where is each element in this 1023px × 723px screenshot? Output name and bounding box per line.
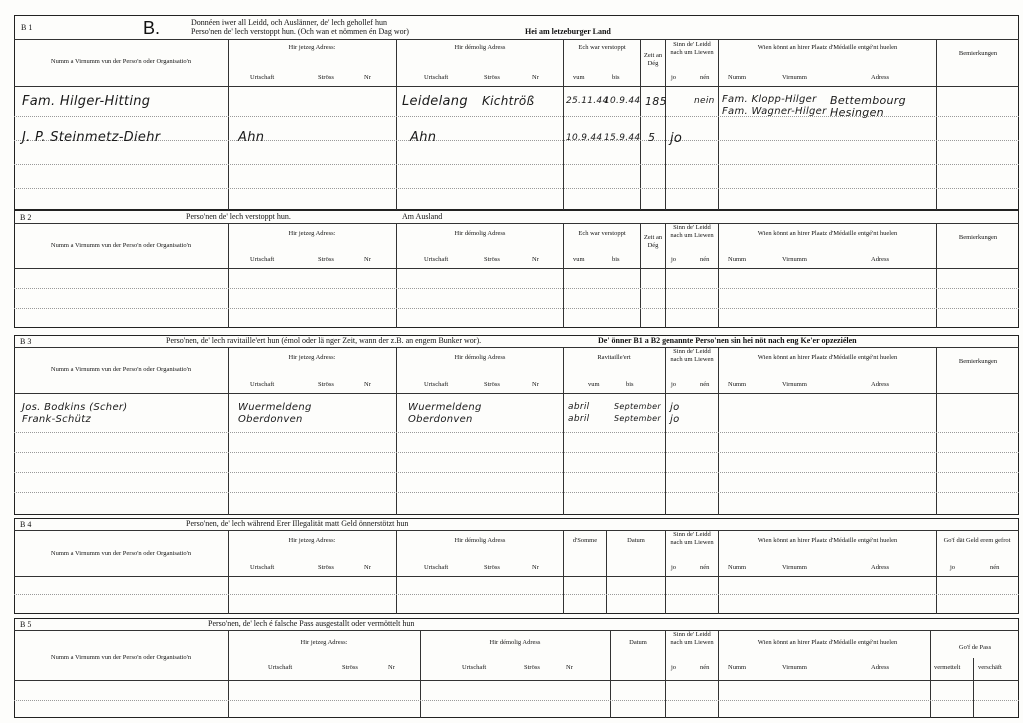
b1-row2-name: J. P. Steinmetz-Diehr xyxy=(22,130,161,145)
section-title-extra: Am Ausland xyxy=(402,212,443,221)
sub-waddr: Adress xyxy=(871,256,890,263)
b3-row1-to2: September xyxy=(614,414,661,423)
col-pass: Go'f de Pass xyxy=(958,644,992,651)
col-witness: Wien könnt an hirer Plaatz d'Médaille entgé'nt huelen xyxy=(757,537,898,544)
section-title: Perso'nen, de' lech ravitaille'ert hun (émol oder lä nger Zeit, wann der z.B. an engem Bunker wor). xyxy=(166,336,482,345)
sub-former-street: Ströss xyxy=(484,381,500,388)
b3-row1-city: Wuermeldeng xyxy=(238,402,312,413)
col-suffered: Sinn de' Leidd nach um Liewen xyxy=(670,348,714,363)
col-witness: Wien könnt an hirer Plaatz d'Médaille entgé'nt huelen xyxy=(757,230,898,237)
sub-nr: Nr xyxy=(364,74,371,81)
section-b2 xyxy=(14,210,1019,328)
b3-row1-to: September xyxy=(614,402,661,411)
col-name: Numm a Virnumm vun der Perso'n oder Organisatio'n xyxy=(50,654,192,661)
b1-row1-from: 25.11.44 xyxy=(566,96,609,106)
sub-yes: jo xyxy=(671,74,677,81)
sub-waddr: Adress xyxy=(871,381,890,388)
sub-yes: jo xyxy=(671,564,677,571)
b3-row1-former: Wuermeldeng xyxy=(408,402,482,413)
col-remarks: Bemierkungen xyxy=(958,234,998,241)
b3-row1-from2: abril xyxy=(568,414,590,424)
col-former-address: Hir démolig Adress xyxy=(454,230,506,237)
col-date: Datum xyxy=(627,537,645,544)
section-title: Perso'nen, de' lech während Erer Illegalität matt Geld önnerstötzt hun xyxy=(186,519,409,528)
section-id: B 4 xyxy=(20,520,32,529)
col-witness: Wien könnt an hirer Plaatz d'Médaille entgé'nt huelen xyxy=(757,639,898,646)
col-current-address: Hir jetzeg Adress: xyxy=(288,44,336,51)
sub-to: bis xyxy=(626,381,634,388)
sub-money-yes: jo xyxy=(950,564,956,571)
sub-waddr: Adress xyxy=(871,664,890,671)
sub-nr: Nr xyxy=(364,564,371,571)
sub-to: bis xyxy=(612,74,620,81)
b1-row2-yes: jo xyxy=(670,131,683,146)
col-witness: Wien könnt an hirer Plaatz d'Médaille entgé'nt huelen xyxy=(757,44,898,51)
sub-from: vum xyxy=(573,74,585,81)
sub-former-nr: Nr xyxy=(532,381,539,388)
sub-wfirst: Virnumm xyxy=(782,564,807,571)
col-former-address: Hir démolig Adress xyxy=(454,354,506,361)
sub-former-street: Ströss xyxy=(484,564,500,571)
section-b5 xyxy=(14,618,1019,718)
sub-yes: jo xyxy=(671,256,677,263)
b3-row1-city2: Oberdonven xyxy=(238,414,303,425)
sub-nr: Nr xyxy=(364,256,371,263)
sub-pass-given: vermettelt xyxy=(934,664,961,671)
b1-row2-to: 15.9.44 xyxy=(604,133,641,143)
col-money-returned: Go'f dät Geld erem gefrot xyxy=(943,537,1011,544)
b1-row1-days: 185 xyxy=(645,95,667,108)
section-id: B 5 xyxy=(20,620,32,629)
sub-wfirst: Virnumm xyxy=(782,381,807,388)
sub-street: Ströss xyxy=(318,564,334,571)
col-remarks: Bemierkungen xyxy=(958,50,998,57)
sub-waddr: Adress xyxy=(871,564,890,571)
b3-row1-yes2: jo xyxy=(670,414,680,425)
sub-wfirst: Virnumm xyxy=(782,74,807,81)
col-time: Zeit an Dég xyxy=(643,234,663,249)
b1-row1-waddr2: Hesingen xyxy=(830,106,884,119)
b1-row2-from: 10.9.44 xyxy=(566,133,603,143)
sub-wname: Numm xyxy=(728,664,747,671)
b3-row1-from: abril xyxy=(568,402,590,412)
sub-wname: Numm xyxy=(728,381,747,388)
b1-row2-city: Ahn xyxy=(238,130,265,145)
b1-row1-wname2: Fam. Wagner-Hilger xyxy=(722,106,827,117)
sub-nr: Nr xyxy=(364,381,371,388)
sub-to: bis xyxy=(612,256,620,263)
b3-row1-former2: Oberdonven xyxy=(408,414,473,425)
section-id: B 3 xyxy=(20,337,32,346)
sub-former-city: Urtschaft xyxy=(424,564,449,571)
col-former-address: Hir démolig Adress xyxy=(454,44,506,51)
b3-row1-yes: jo xyxy=(670,402,680,413)
sub-city: Urtschaft xyxy=(268,664,293,671)
sub-no: nén xyxy=(700,664,710,671)
section-title: Perso'nen, de' lech é falsche Pass ausgestallt oder vermöttelt hun xyxy=(208,619,415,628)
sub-wname: Numm xyxy=(728,256,747,263)
col-suffered: Sinn de' Leidd nach um Liewen xyxy=(670,41,714,56)
col-current-address: Hir jetzeg Adress: xyxy=(288,537,336,544)
form-title-line1: Donnéen iwer all Leidd, och Auslänner, de' lech gehollef hun xyxy=(191,18,387,27)
col-name: Numm a Virnumm vun der Perso'n oder Organisatio'n xyxy=(50,58,192,65)
sub-pass-made: verschäft xyxy=(978,664,1002,671)
col-date: Datum xyxy=(629,639,647,646)
col-suffered: Sinn de' Leidd nach um Liewen xyxy=(670,224,714,239)
b1-row1-no: nein xyxy=(694,96,715,106)
col-suffered: Sinn de' Leidd nach um Liewen xyxy=(670,631,714,646)
sub-former-nr: Nr xyxy=(532,256,539,263)
form-title-line2: Perso'nen de' lech verstoppt hun. (Och wan et nömmen én Dag wor) xyxy=(191,27,409,36)
col-name: Numm a Virnumm vun der Perso'n oder Organisatio'n xyxy=(50,550,192,557)
sub-wname: Numm xyxy=(728,74,747,81)
sub-money-no: nén xyxy=(990,564,1000,571)
b3-row1-name: Jos. Bodkins (Scher) xyxy=(22,402,128,413)
sub-street: Ströss xyxy=(342,664,358,671)
col-former-address: Hir démolig Adress xyxy=(489,639,541,646)
col-remarks: Bemierkungen xyxy=(958,358,998,365)
sub-former-city: Urtschaft xyxy=(424,74,449,81)
b1-row2-days: 5 xyxy=(648,131,656,144)
b1-row1-to: 10.9.44 xyxy=(604,96,641,106)
form-title-extra: Hei am letzeburger Land xyxy=(525,27,611,36)
b1-row1-former-city: Leidelang xyxy=(402,94,468,109)
sub-former-nr: Nr xyxy=(566,664,573,671)
col-hidden: Ech war verstoppt xyxy=(578,230,626,237)
sub-from: vum xyxy=(588,381,600,388)
section-b4 xyxy=(14,518,1019,614)
section-id: B 1 xyxy=(21,23,33,32)
sub-no: nén xyxy=(700,381,710,388)
section-id: B 2 xyxy=(20,213,32,222)
sub-no: nén xyxy=(700,564,710,571)
sub-wfirst: Virnumm xyxy=(782,256,807,263)
col-name: Numm a Virnumm vun der Perso'n oder Organisatio'n xyxy=(50,242,192,249)
sub-waddr: Adress xyxy=(871,74,890,81)
sub-street: Ströss xyxy=(318,381,334,388)
b1-row1-wname: Fam. Klopp-Hilger xyxy=(722,94,817,105)
sub-former-city: Urtschaft xyxy=(462,664,487,671)
col-current-address: Hir jetzeg Adress: xyxy=(288,354,336,361)
sub-from: vum xyxy=(573,256,585,263)
sub-wfirst: Virnumm xyxy=(782,664,807,671)
sub-street: Ströss xyxy=(318,256,334,263)
col-suffered: Sinn de' Leidd nach um Liewen xyxy=(670,531,714,546)
col-sum: d'Somme xyxy=(572,537,598,544)
sub-city: Urtschaft xyxy=(250,564,275,571)
sub-street: Ströss xyxy=(318,74,334,81)
sub-former-street: Ströss xyxy=(484,74,500,81)
sub-former-nr: Nr xyxy=(532,564,539,571)
sub-former-street: Ströss xyxy=(524,664,540,671)
col-ravitaille: Ravitaille'ert xyxy=(597,354,631,361)
col-witness: Wien könnt an hirer Plaatz d'Médaille entgé'nt huelen xyxy=(757,354,898,361)
sub-yes: jo xyxy=(671,664,677,671)
sub-no: nén xyxy=(700,256,710,263)
section-b3 xyxy=(14,335,1019,515)
sub-former-city: Urtschaft xyxy=(424,381,449,388)
col-time: Zeit an Dég xyxy=(643,52,663,67)
sub-city: Urtschaft xyxy=(250,74,275,81)
section-title: Perso'nen de' lech verstoppt hun. xyxy=(186,212,291,221)
section-title-extra: De' önner B1 a B2 genannte Perso'nen sin hei nöt nach eng Ke'er opzeziélen xyxy=(598,336,857,345)
sub-city: Urtschaft xyxy=(250,256,275,263)
form-letter: B. xyxy=(143,18,161,38)
sub-no: nén xyxy=(700,74,710,81)
sub-former-city: Urtschaft xyxy=(424,256,449,263)
b1-row1-waddr: Bettembourg xyxy=(830,94,906,107)
sub-wname: Numm xyxy=(728,564,747,571)
col-name: Numm a Virnumm vun der Perso'n oder Organisatio'n xyxy=(50,366,192,373)
col-current-address: Hir jetzeg Adress: xyxy=(300,639,348,646)
sub-city: Urtschaft xyxy=(250,381,275,388)
b1-row1-name: Fam. Hilger-Hitting xyxy=(22,94,151,109)
sub-former-nr: Nr xyxy=(532,74,539,81)
sub-yes: jo xyxy=(671,381,677,388)
col-current-address: Hir jetzeg Adress: xyxy=(288,230,336,237)
sub-former-street: Ströss xyxy=(484,256,500,263)
sub-nr: Nr xyxy=(388,664,395,671)
col-former-address: Hir démolig Adress xyxy=(454,537,506,544)
b3-row1-name2: Frank-Schütz xyxy=(22,414,92,425)
b1-row1-former-street: Kichtröß xyxy=(482,94,535,108)
col-hidden: Ech war verstoppt xyxy=(578,44,626,51)
b1-row2-former-city: Ahn xyxy=(410,130,437,145)
